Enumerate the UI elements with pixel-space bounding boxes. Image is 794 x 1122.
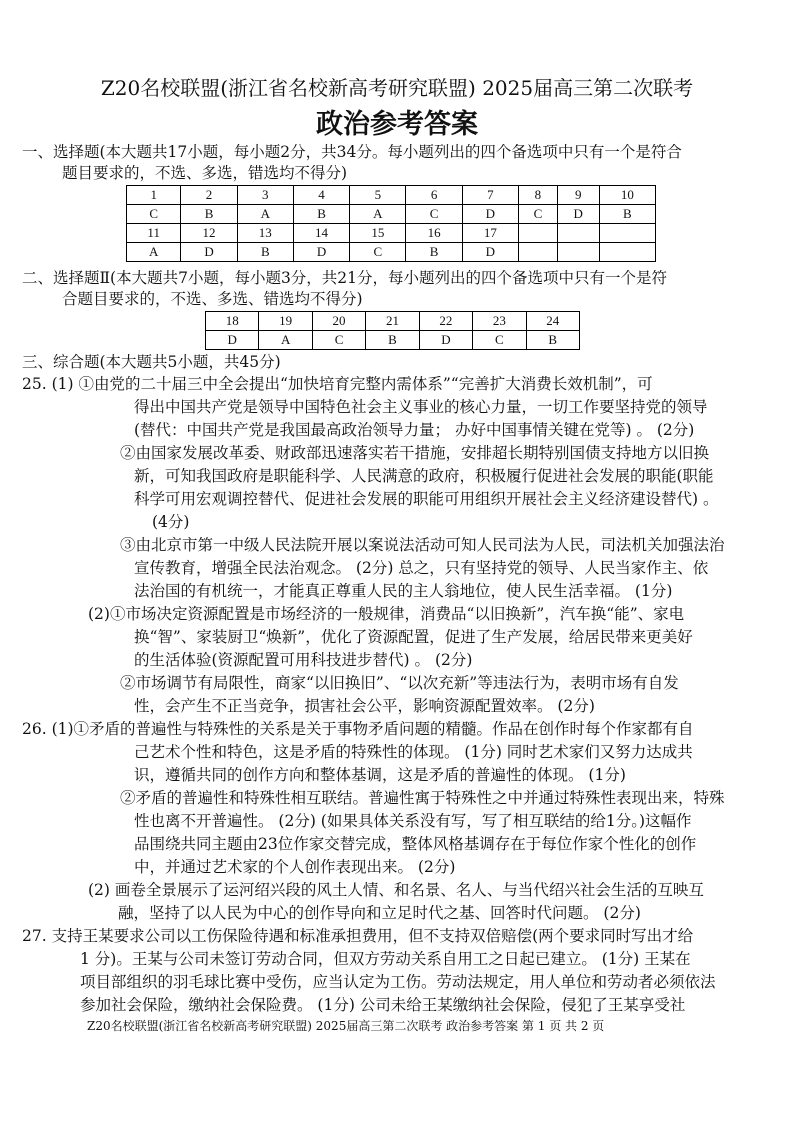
answer-line: ②由国家发展改革委、财政部迅速落实若干措施，安排超长期特别国债支持地方以旧换 xyxy=(120,444,710,462)
answer-cell: B xyxy=(366,331,419,350)
question-number-cell: 8 xyxy=(518,186,557,205)
answer-cell: A xyxy=(237,205,293,224)
answer-cell: A xyxy=(350,205,406,224)
answer-row xyxy=(127,243,656,262)
answer-cell: B xyxy=(406,243,462,262)
answer-cell: D xyxy=(206,331,259,350)
question-number-cell xyxy=(518,224,557,243)
question-number-cell: 4 xyxy=(293,186,349,205)
question-number-cell: 22 xyxy=(419,312,472,331)
question-number-cell: 11 xyxy=(127,224,181,243)
answer-line: 法治国的有机统一，才能真正尊重人民的主人翁地位，使人民生活幸福。 (1分) xyxy=(134,582,673,600)
question-number-cell: 3 xyxy=(237,186,293,205)
question-number-cell: 2 xyxy=(181,186,237,205)
question-number-cell: 10 xyxy=(599,186,655,205)
answer-line: 中，并通过艺术家的个人创作表现出来。 (2分) xyxy=(134,858,456,876)
answer-cell: D xyxy=(181,243,237,262)
answer-line: (2)①市场决定资源配置是市场经济的一般规律，消费品“以旧换新”，汽车换“能”、家电 xyxy=(88,605,685,623)
answer-cell: C xyxy=(312,331,365,350)
document-subtitle: 政治参考答案 xyxy=(316,109,478,140)
answer-row xyxy=(127,205,656,224)
question-number-cell: 18 xyxy=(206,312,259,331)
question-number-cell: 23 xyxy=(473,312,526,331)
document-title: Z20名校联盟(浙江省名校新高考研究联盟) 2025届高三第二次联考 xyxy=(100,76,694,100)
answer-line: 1 分)。王某与公司未签订劳动合同，但双方劳动关系自用工之日起已建立。 (1分) 王某在 xyxy=(80,950,691,968)
answer-line: 25. (1) ①由党的二十届三中全会提出“加快培育完整内需体系”“完善扩大消费长效机制”，可 xyxy=(22,375,653,393)
answer-cell: B xyxy=(181,205,237,224)
answer-line: 的生活体验(资源配置可用科技进步替代) 。 (2分) xyxy=(134,651,473,669)
answer-cell: B xyxy=(293,205,349,224)
question-number-cell: 14 xyxy=(293,224,349,243)
question-number-cell: 13 xyxy=(237,224,293,243)
answer-line: 项目部组织的羽毛球比赛中受伤，应当认定为工伤。劳动法规定，用人单位和劳动者必须依法 xyxy=(80,973,716,991)
question-number-cell: 7 xyxy=(462,186,518,205)
answer-line: ②市场调节有局限性，商家“以旧换旧”、“以次充新”等违法行为，表明市场有自发 xyxy=(120,674,679,692)
section3-heading: 三、综合题(本大题共5小题，共45分) xyxy=(22,353,281,371)
answer-line: 己艺术个性和特色，这是矛盾的特殊性的体现。 (1分) 同时艺术家们又努力达成共 xyxy=(134,743,693,761)
question-number-row xyxy=(206,312,580,331)
answer-table-1 xyxy=(126,185,656,262)
answer-line: 融，坚持了以人民为中心的创作导向和立足时代之基、回答时代问题。 (2分) xyxy=(118,904,641,922)
question-number-cell: 19 xyxy=(259,312,312,331)
answer-cell: C xyxy=(473,331,526,350)
answer-line: 新，可知我国政府是职能科学、人民满意的政府，积极履行促进社会发展的职能(职能 xyxy=(134,467,714,485)
question-number-cell: 16 xyxy=(406,224,462,243)
question-number-cell: 5 xyxy=(350,186,406,205)
answer-cell: D xyxy=(462,243,518,262)
answer-cell xyxy=(599,243,655,262)
answer-line: 识，遵循共同的创作方向和整体基调，这是矛盾的普遍性的体现。 (1分) xyxy=(134,766,626,784)
answer-cell: A xyxy=(127,243,181,262)
answer-cell: D xyxy=(419,331,472,350)
answer-cell: A xyxy=(259,331,312,350)
section1-heading-cont: 题目要求的，不选、多选，错选均不得分) xyxy=(62,164,348,182)
question-number-cell xyxy=(557,224,599,243)
section1-heading: 一、选择题(本大题共17小题，每小题2分，共34分。每小题列出的四个备选项中只有一个是符合 xyxy=(22,143,682,161)
answer-line: (2) 画卷全景展示了运河绍兴段的风土人情、和名景、名人、与当代绍兴社会生活的互映互 xyxy=(88,881,704,899)
answer-cell: C xyxy=(518,205,557,224)
answer-line: ③由北京市第一中级人民法院开展以案说法活动可知人民司法为人民，司法机关加强法治 xyxy=(120,536,725,554)
answer-line: 27. 支持王某要求公司以工伤保险待遇和标准承担费用，但不支持双倍赔偿(两个要求同时写出才给 xyxy=(22,927,694,945)
answer-line: 换“智”、家装厨卫“焕新”，优化了资源配置，促进了生产发展，给居民带来更美好 xyxy=(134,628,693,646)
question-number-row xyxy=(127,224,656,243)
answer-cell: B xyxy=(526,331,579,350)
answer-cell: D xyxy=(557,205,599,224)
answer-cell: D xyxy=(293,243,349,262)
answer-cell xyxy=(557,243,599,262)
answer-line: 品围绕共同主题由23位作家交替完成，整体风格基调存在于每位作家个性化的创作 xyxy=(134,835,697,853)
answer-line: (4分) xyxy=(152,513,190,531)
answer-cell xyxy=(518,243,557,262)
answer-line: (替代：中国共产党是我国最高政治领导力量； 办好中国事情关键在党等) 。 (2分) xyxy=(134,421,695,439)
answer-cell: C xyxy=(127,205,181,224)
answer-line: 得出中国共产党是领导中国特色社会主义事业的核心力量，一切工作要坚持党的领导 xyxy=(134,398,708,416)
answer-line: 宣传教育，增强全民法治观念。 (2分) 总之，只有坚持党的领导、人民当家作主、依 xyxy=(134,559,709,577)
answer-line: 性也离不开普遍性。 (2分) (如果具体关系没有写，写了相互联结的给1分。)这幅作 xyxy=(134,812,692,830)
question-number-cell: 20 xyxy=(312,312,365,331)
page-footer: Z20名校联盟(浙江省名校新高考研究联盟) 2025届高三第二次联考 政治参考答案 第 1 页 共 2 页 xyxy=(87,1019,605,1033)
question-number-cell: 6 xyxy=(406,186,462,205)
answer-cell: B xyxy=(599,205,655,224)
answer-line: ②矛盾的普遍性和特殊性相互联结。普遍性寓于特殊性之中并通过特殊性表现出来，特殊 xyxy=(120,789,725,807)
question-number-cell xyxy=(599,224,655,243)
question-number-cell: 21 xyxy=(366,312,419,331)
section2-heading: 二、选择题Ⅱ(本大题共7小题，每小题3分，共21分，每小题列出的四个备选项中只有一个是符 xyxy=(22,269,668,287)
question-number-cell: 15 xyxy=(350,224,406,243)
answer-cell: D xyxy=(462,205,518,224)
answer-row xyxy=(206,331,580,350)
answer-line: 26. (1)①矛盾的普遍性与特殊性的关系是关于事物矛盾问题的精髓。作品在创作时每个作家都有自 xyxy=(22,720,694,738)
question-number-cell: 1 xyxy=(127,186,181,205)
answer-table-2 xyxy=(205,311,580,350)
question-number-cell: 12 xyxy=(181,224,237,243)
answer-cell: C xyxy=(350,243,406,262)
question-number-row xyxy=(127,186,656,205)
answer-line: 科学可用宏观调控替代、促进社会发展的职能可用组织开展社会主义经济建设替代) 。 xyxy=(134,490,719,508)
question-number-cell: 24 xyxy=(526,312,579,331)
question-number-cell: 9 xyxy=(557,186,599,205)
answer-line: 性，会产生不正当竞争，损害社会公平，影响资源配置效率。 (2分) xyxy=(134,697,595,715)
answer-line: 参加社会保险，缴纳社会保险费。 (1分) 公司未给王某缴纳社会保险，侵犯了王某享受社 xyxy=(80,996,686,1014)
answer-cell: B xyxy=(237,243,293,262)
answer-cell: C xyxy=(406,205,462,224)
question-number-cell: 17 xyxy=(462,224,518,243)
section2-heading-cont: 合题目要求的，不选、多选、错选均不得分) xyxy=(62,290,363,308)
